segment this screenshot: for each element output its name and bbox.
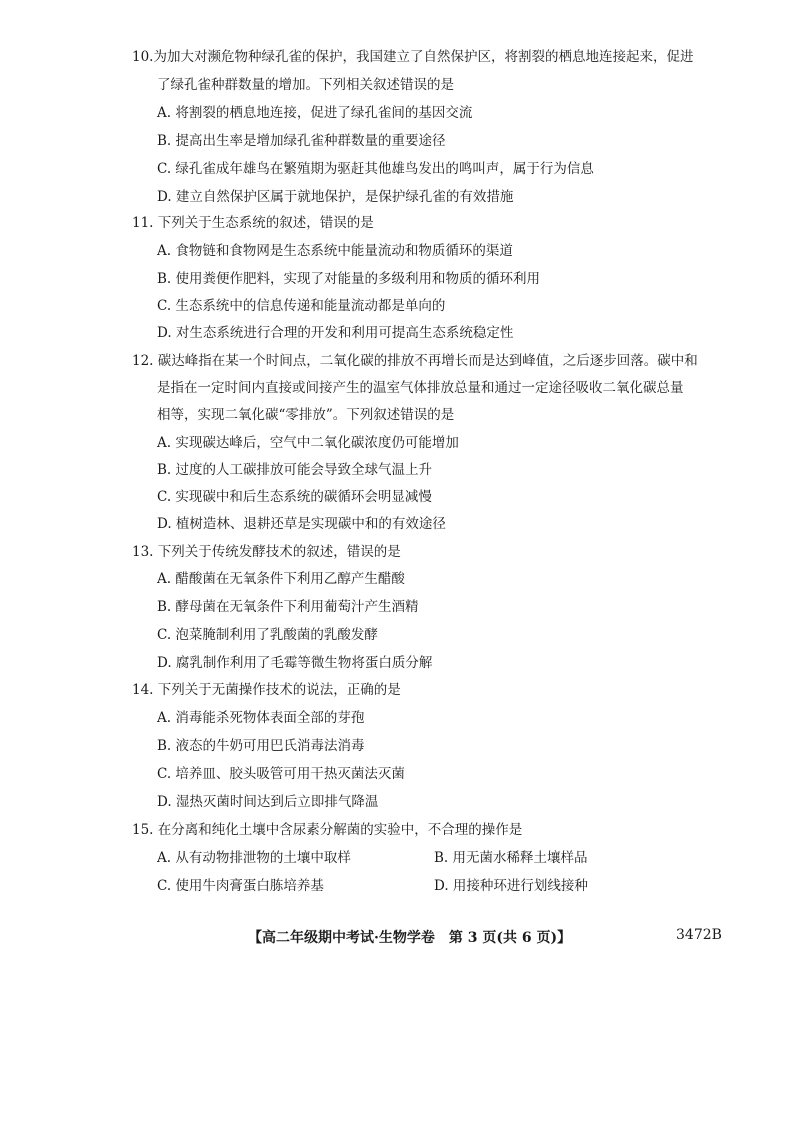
- q11-option-d: D. 对生态系统进行合理的开发和利用可提高生态系统稳定性: [157, 325, 514, 341]
- q15-option-a: A. 从有动物排泄物的土壤中取样: [157, 850, 351, 866]
- q11-option-c: C. 生态系统中的信息传递和能量流动都是单向的: [157, 298, 446, 314]
- q13-stem: 13. 下列关于传统发酵技术的叙述，错误的是: [132, 544, 401, 560]
- q15-option-b: B. 用无菌水稀释土壤样品: [434, 850, 588, 866]
- q12-stem-line-1: 12. 碳达峰指在某一个时间点，二氧化碳的排放不再增长而是达到峰值，之后逐步回落。碳中和: [132, 353, 698, 369]
- q15-stem: 15. 在分离和纯化土壤中含尿素分解菌的实验中，不合理的操作是: [132, 822, 523, 838]
- q12-option-c: C. 实现碳中和后生态系统的碳循环会明显减慢: [157, 489, 432, 505]
- q12-option-b: B. 过度的人工碳排放可能会导致全球气温上升: [157, 462, 433, 478]
- q14-stem: 14. 下列关于无菌操作技术的说法，正确的是: [132, 682, 401, 698]
- q12-stem-line-3: 相等，实现二氧化碳“零排放”。下列叙述错误的是: [157, 407, 455, 423]
- q11-option-a: A. 食物链和食物网是生态系统中能量流动和物质循环的渠道: [157, 243, 513, 259]
- q12-option-a: A. 实现碳达峰后，空气中二氧化碳浓度仍可能增加: [157, 435, 459, 451]
- q13-option-b: B. 酵母菌在无氧条件下利用葡萄汁产生酒精: [157, 599, 419, 615]
- q12-option-d: D. 植树造林、退耕还草是实现碳中和的有效途径: [157, 516, 446, 532]
- q14-option-b: B. 液态的牛奶可用巴氏消毒法消毒: [157, 738, 365, 754]
- q10-option-d: D. 建立自然保护区属于就地保护，是保护绿孔雀的有效措施: [157, 189, 514, 205]
- page-footer-title: 【高二年级期中考试·生物学卷 第 3 页(共 6 页)】: [248, 930, 572, 946]
- q10-stem-line-2: 了绿孔雀种群数量的增加。下列相关叙述错误的是: [157, 77, 454, 93]
- q10-stem-line-1: 10.为加大对濒危物种绿孔雀的保护，我国建立了自然保护区，将割裂的栖息地连接起来，促进: [132, 49, 694, 65]
- q15-option-c: C. 使用牛肉膏蛋白胨培养基: [157, 878, 324, 894]
- q13-option-a: A. 醋酸菌在无氧条件下利用乙醇产生醋酸: [157, 571, 405, 587]
- q13-option-c: C. 泡菜腌制利用了乳酸菌的乳酸发酵: [157, 627, 378, 643]
- q10-option-c: C. 绿孔雀成年雄鸟在繁殖期为驱赶其他雄鸟发出的鸣叫声，属于行为信息: [157, 161, 594, 177]
- q15-option-d: D. 用接种环进行划线接种: [434, 878, 588, 894]
- q14-option-d: D. 湿热灭菌时间达到后立即排气降温: [157, 794, 379, 810]
- q12-stem-line-2: 是指在一定时间内直接或间接产生的温室气体排放总量和通过一定途径吸收二氧化碳总量: [157, 380, 684, 396]
- q11-option-b: B. 使用粪便作肥料，实现了对能量的多级利用和物质的循环利用: [157, 271, 541, 287]
- q11-stem: 11. 下列关于生态系统的叙述，错误的是: [132, 215, 374, 231]
- q10-option-a: A. 将割裂的栖息地连接，促进了绿孔雀间的基因交流: [157, 105, 473, 121]
- q13-option-d: D. 腐乳制作利用了毛霉等微生物将蛋白质分解: [157, 655, 433, 671]
- q14-option-a: A. 消毒能杀死物体表面全部的芽孢: [157, 710, 365, 726]
- q10-option-b: B. 提高出生率是增加绿孔雀种群数量的重要途径: [157, 133, 446, 149]
- paper-code: 3472B: [676, 927, 722, 943]
- q14-option-c: C. 培养皿、胶头吸管可用干热灭菌法灭菌: [157, 766, 405, 782]
